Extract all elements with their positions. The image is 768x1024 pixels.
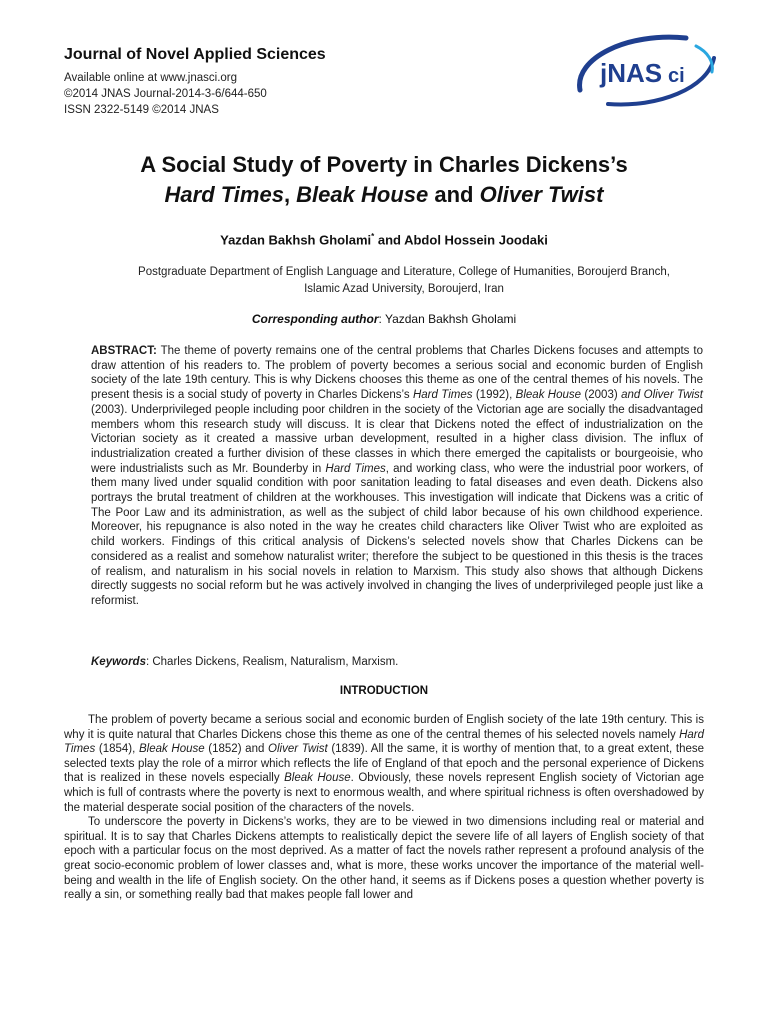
corresponding-author: [64, 312, 704, 326]
keywords-label: Keywords: [91, 656, 146, 668]
corresponding-mark: *: [371, 232, 375, 241]
journal-title: Journal of Novel Applied Sciences: [64, 46, 326, 63]
affiliation-line: Islamic Azad University, Boroujerd, Iran: [304, 283, 504, 295]
paragraph-text: . Obviously, these novels represent English society of Victorian age which is full of contrasts where the poverty is next to enormous wealth, and where spiritual richness is often overshadowed by the material desperate social position of the characters of the novels.: [64, 772, 704, 814]
title-separator: and: [428, 182, 480, 207]
logo-text-main: jNAS: [600, 58, 663, 88]
paragraph: [64, 713, 704, 815]
title-work-bleak-house: Bleak House: [296, 182, 429, 207]
logo-text-suffix: ci: [668, 65, 685, 87]
work-title: Bleak House: [284, 772, 351, 785]
title-line-1: A Social Study of Poverty in Charles Dickens’s: [140, 152, 628, 177]
title-line-2: [64, 180, 704, 210]
keywords: [91, 656, 703, 668]
abstract-text: (2003): [581, 389, 622, 402]
article-title: [64, 150, 704, 210]
abstract-label: ABSTRACT:: [91, 345, 157, 357]
corresponding-name: Yazdan Bakhsh Gholami: [384, 312, 517, 326]
corresponding-colon: :: [378, 312, 385, 326]
journal-header: [64, 46, 326, 118]
paragraph-text: (1839). All the same, it is worthy of mention that, to a great extent, these selected texts play the role of a mirror which reflects the life of England of that epoch and the personal experience of Dickens that is realized in these novels especially: [64, 743, 705, 785]
abstract: [91, 344, 703, 609]
author-line: [64, 232, 704, 247]
paragraph: To underscore the poverty in Dickens’s works, they are to be viewed in two dimensions including real or material and spiritual. It is to say that Charles Dickens attempts to realistically depict the severe life of all layers of English society of that epoch with a particular focus on the most deprived. As a matter of fact the novels rather represent a profound analysis of the great socio-economic problem of lower classes and, what is more, these works uncover the importance of the material well-being and wealth in the life of English society. On the other hand, it seems as if Dickens poses a question whether poverty is really a sin, or something really bad that makes people fall lower and: [64, 816, 704, 902]
keywords-colon: :: [145, 656, 153, 668]
title-work-oliver-twist: Oliver Twist: [479, 182, 604, 207]
work-title: Hard Times: [64, 728, 704, 756]
coauthor-name: and Abdol Hossein Joodaki: [374, 232, 548, 248]
paragraph-text: The problem of poverty became a serious social and economic burden of English society of the late 19th century. This is why it is quite natural that Charles Dickens chose this theme as one of the central themes of his selected novels namely: [64, 714, 704, 741]
work-title: Oliver Twist: [268, 743, 328, 756]
abstract-text: (1992),: [472, 389, 516, 402]
affiliation: [104, 264, 704, 298]
paragraph-text: (1852) and: [204, 743, 269, 756]
abstract-work-title: and Oliver Twist: [621, 389, 704, 402]
work-title: Bleak House: [138, 743, 205, 756]
abstract-text: The theme of poverty remains one of the central problems that Charles Dickens focuses and attempts to draw attention of his readers to. The problem of poverty becomes a serious social and economic burden of English society of the late 19th century. This is why Dickens chooses this theme as one of the central themes of his novels. The present thesis is a social study of poverty in Charles Dickens’s: [91, 345, 703, 402]
author-name: Yazdan Bakhsh Gholami: [220, 232, 372, 248]
jnasci-logo-graphic: [568, 28, 718, 110]
journal-availability: Available online at www.jnasci.org: [64, 72, 238, 84]
abstract-work-title: Bleak House: [515, 389, 582, 402]
journal-copyright: ©2014 JNAS Journal-2014-3-6/644-650: [64, 88, 267, 100]
abstract-work-title: Hard Times: [412, 389, 473, 402]
section-heading-introduction: INTRODUCTION: [339, 685, 429, 697]
keywords-text: Charles Dickens, Realism, Naturalism, Marxism.: [152, 656, 399, 668]
corresponding-label: Corresponding author: [251, 312, 379, 326]
title-work-hard-times: Hard Times: [164, 182, 284, 207]
journal-issn: ISSN 2322-5149 ©2014 JNAS: [64, 104, 219, 116]
affiliation-line: Postgraduate Department of English Language and Literature, College of Humanities, Boroujerd Branch,: [138, 266, 670, 278]
abstract-work-title: Hard Times: [325, 462, 386, 475]
abstract-text: (2003). Underprivileged people including poor children in the society of the Victorian age are socially the disadvantaged members whom this research study will discuss. It is clear that Dickens noted the effect of industrialization on the Victorian society as it created a massive urban development, resulted in a higher class division. The influx of industrialization created a further division of these classes in which there emerged the capitalists or bourgeoisie, who were industrialists such as Mr. Bounderby in: [91, 403, 703, 475]
jnasci-logo: [568, 28, 718, 110]
introduction-body: [64, 713, 704, 903]
paragraph-text: (1854),: [95, 743, 139, 756]
abstract-text: , and working class, who were the industrial poor workers, of them many lived under squalid condition with poor sanitation leading to fatal diseases and even death. Dickens also portrays the brutal treatment of children at the workhouses. This investigation will indicate that Dickens was a critic of The Poor Law and its administration, as well as the subject of child labor because of his own childhood experience. Moreover, his repugnance is also noted in the way he creates child characters like Oliver Twist who are exploited as child workers. Findings of this critical analysis of Dickens’s selected novels show that Charles Dickens can be considered as a realist and somehow naturalist writer; therefore the subject to be questioned in this thesis is the traces of realism, and naturalism in his social novels in relation to Marxism. This study also shows that although Dickens directly suggests no social reform but he was actively involved in changing the lives of underprivileged people just like a reformist.: [91, 462, 703, 607]
title-separator: ,: [283, 182, 297, 207]
